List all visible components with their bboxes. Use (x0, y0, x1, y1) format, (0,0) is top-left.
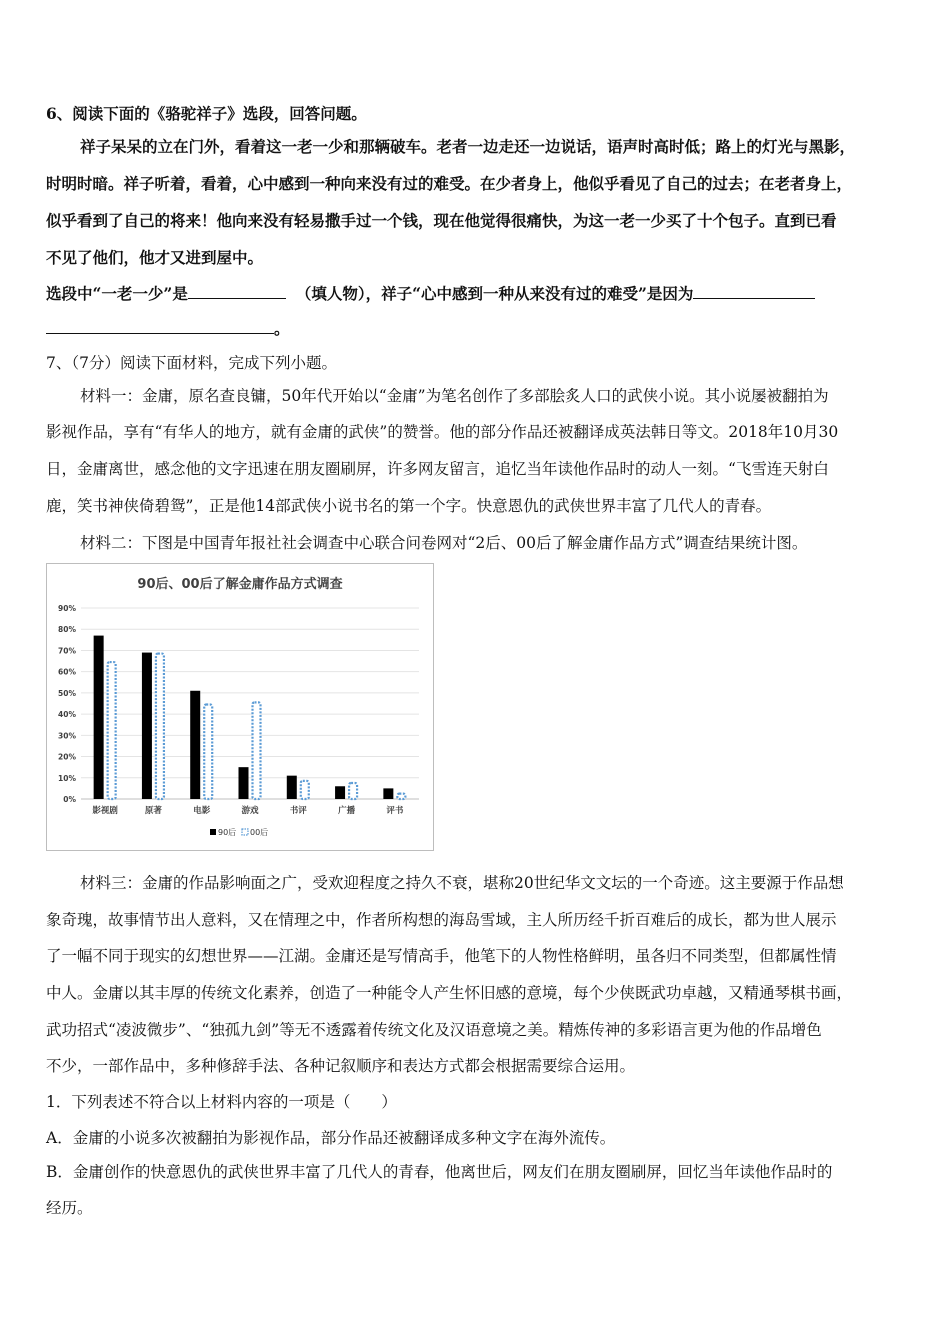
answer-blank-reason-2[interactable] (46, 319, 274, 334)
q6-question (46, 284, 815, 304)
y-tick-label: 70% (58, 646, 76, 656)
material1-line-2: 影视作品，享有“有华人的地方，就有金庸的武侠”的赞誉。他的部分作品还被翻译成英法韩日等文。2018年10月30 (46, 423, 839, 441)
material3-line-1: 材料三：金庸的作品影响面之广，受欢迎程度之持久不衰，堪称20世纪华文文坛的一个奇迹。这主要源于作品想 (80, 874, 844, 892)
material3-line-3: 了一幅不同于现实的幻想世界——江湖。金庸还是写情高手，他笔下的人物性格鲜明，虽各归不同类型，但都属性情 (46, 947, 837, 965)
legend-label-00: 00后 (250, 828, 269, 837)
bar-90-0 (94, 636, 104, 799)
bar-00-3 (253, 702, 261, 799)
x-tick-label: 评书 (386, 806, 404, 816)
chart-bars (94, 636, 406, 799)
material1-line-1: 材料一：金庸，原名查良镛，50年代开始以“金庸”为笔名创作了多部脍炙人口的武侠小说。其小说屡被翻拍为 (80, 387, 829, 405)
legend-swatch-00 (242, 829, 248, 835)
bar-90-4 (287, 776, 297, 799)
q6-passage-line-1: 祥子呆呆的立在门外，看着这一老一少和那辆破车。老者一边走还一边说话，语声时高时低；路上的灯光与黑影， (80, 137, 856, 156)
material3-line-4: 中人。金庸以其丰厚的传统文化素养，创造了一种能令人产生怀旧感的意境，每个少侠既武功卓越，又精通琴棋书画， (46, 984, 853, 1002)
q6-question-part1: 选段中“一老一少”是 (46, 284, 188, 303)
y-tick-label: 20% (58, 752, 76, 762)
bar-00-2 (204, 705, 212, 800)
q6-question-end: 。 (274, 319, 290, 338)
material2-text: 材料二：下图是中国青年报社社会调查中心联合问卷网对“2后、00后了解金庸作品方式”调查结果统计图。 (80, 534, 808, 552)
bar-00-6 (397, 794, 405, 799)
y-tick-label: 90% (58, 604, 76, 613)
bar-90-2 (190, 691, 200, 799)
y-tick-label: 10% (58, 773, 76, 783)
survey-chart (46, 563, 434, 851)
option-b-line-1[interactable]: B．金庸创作的快意恩仇的武侠世界丰富了几代人的青春，他离世后，网友们在朋友圈刷屏，回忆当年读他作品时的 (46, 1163, 833, 1181)
bar-00-0 (108, 662, 116, 799)
answer-blank-reason-1[interactable] (693, 284, 815, 299)
chart-y-ticks (58, 604, 76, 804)
legend-label-90: 90后 (218, 828, 237, 837)
q6-passage-line-2: 时明时暗。祥子听着，看着，心中感到一种向来没有过的难受。在少者身上，他似乎看见了自己的过去；在老者身上， (46, 174, 853, 193)
q7-title: 7、（7分）阅读下面材料，完成下列小题。 (46, 354, 337, 372)
x-tick-label: 电影 (193, 806, 211, 816)
bar-90-6 (383, 788, 393, 799)
x-tick-label: 原著 (144, 806, 162, 816)
y-tick-label: 30% (58, 731, 76, 741)
q6-question-part2: （填人物），祥子“心中感到一种从来没有过的难受”是因为 (295, 284, 694, 303)
chart-legend (210, 827, 268, 837)
x-tick-label: 影视剧 (92, 806, 118, 816)
chart-title: 90后、00后了解金庸作品方式调查 (137, 577, 343, 592)
bar-00-1 (156, 654, 164, 799)
y-tick-label: 60% (58, 667, 76, 677)
x-tick-label: 游戏 (241, 806, 259, 816)
legend-swatch-90 (210, 829, 216, 835)
bar-90-1 (142, 653, 152, 799)
bar-00-5 (349, 783, 357, 799)
material3-line-6: 不少，一部作品中，多种修辞手法、各种记叙顺序和表达方式都会根据需要综合运用。 (46, 1057, 636, 1075)
option-a[interactable]: A．金庸的小说多次被翻拍为影视作品，部分作品还被翻译成多种文字在海外流传。 (46, 1129, 616, 1147)
bar-00-4 (301, 781, 309, 799)
material1-line-3: 日，金庸离世，感念他的文字迅速在朋友圈刷屏，许多网友留言，追忆当年读他作品时的动人一刻。“飞雪连天射白 (46, 460, 829, 478)
y-tick-label: 50% (58, 688, 76, 698)
y-tick-label: 80% (58, 625, 76, 635)
x-tick-label: 书评 (289, 806, 307, 816)
q6-passage-line-3: 似乎看到了自己的将来！他向来没有轻易撒手过一个钱，现在他觉得很痛快，为这一老一少买了十个包子。直到已看 (46, 211, 837, 230)
bar-90-3 (239, 767, 249, 799)
q6-passage-line-4: 不见了他们，他才又进到屋中。 (46, 248, 264, 267)
bar-90-5 (335, 786, 345, 799)
q6-question-continued (46, 319, 290, 339)
material3-line-5: 武功招式“凌波微步”、“独孤九剑”等无不透露着传统文化及汉语意境之美。精炼传神的多彩语言更为他的作品增色 (46, 1021, 822, 1039)
material1-line-4: 鹿，笑书神侠倚碧鸳”，正是他14部武侠小说书名的第一个字。快意恩仇的武侠世界丰富了几代人的青春。 (46, 497, 772, 515)
chart-gridlines (81, 608, 419, 799)
material3-line-2: 象奇瑰，故事情节出人意料，又在情理之中，作者所构想的海岛雪域，主人所历经千折百难后的成长，都为世人展示 (46, 911, 837, 929)
option-b-line-2[interactable]: 经历。 (46, 1199, 93, 1217)
y-tick-label: 40% (58, 710, 76, 720)
x-tick-label: 广播 (338, 806, 356, 816)
y-tick-label: 0% (63, 795, 76, 804)
answer-blank-people[interactable] (188, 284, 286, 299)
survey-chart-svg (47, 564, 433, 850)
q6-title: 6、阅读下面的《骆驼祥子》选段，回答问题。 (46, 104, 367, 123)
sub1-stem: 1．下列表述不符合以上材料内容的一项是（ ） (46, 1093, 397, 1111)
chart-x-ticks (92, 805, 403, 816)
